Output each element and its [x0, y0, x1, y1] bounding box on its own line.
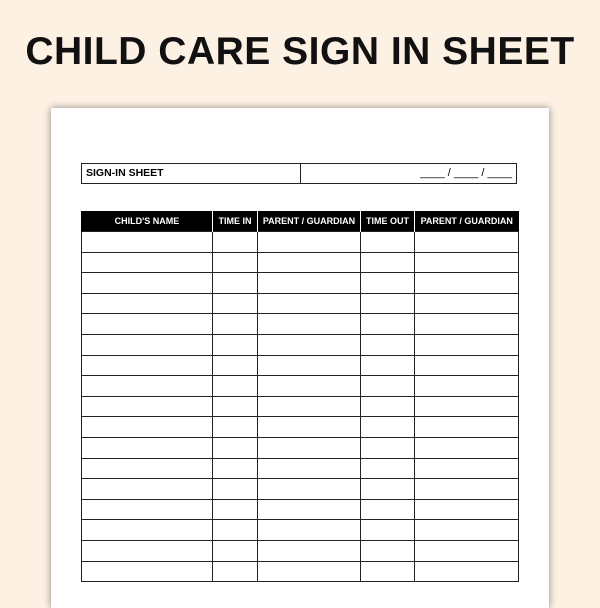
table-cell[interactable] — [258, 232, 361, 253]
table-cell[interactable] — [82, 334, 213, 355]
table-cell[interactable] — [82, 520, 213, 541]
table-cell[interactable] — [213, 334, 258, 355]
table-cell[interactable] — [258, 334, 361, 355]
table-row — [82, 540, 519, 561]
table-cell[interactable] — [213, 417, 258, 438]
table-cell[interactable] — [258, 396, 361, 417]
table-cell[interactable] — [415, 232, 519, 253]
column-header-time-in: TIME IN — [213, 211, 258, 232]
table-cell[interactable] — [82, 273, 213, 294]
table-cell[interactable] — [213, 561, 258, 582]
table-row — [82, 458, 519, 479]
table-row — [82, 273, 519, 294]
date-field[interactable]: ____ / ____ / ____ — [420, 167, 512, 179]
table-row — [82, 376, 519, 397]
table-cell[interactable] — [415, 561, 519, 582]
table-cell[interactable] — [361, 314, 415, 335]
table-cell[interactable] — [361, 437, 415, 458]
table-cell[interactable] — [82, 293, 213, 314]
table-cell[interactable] — [258, 561, 361, 582]
table-cell[interactable] — [415, 458, 519, 479]
table-cell[interactable] — [258, 540, 361, 561]
table-body — [82, 232, 519, 582]
table-cell[interactable] — [258, 252, 361, 273]
table-row — [82, 437, 519, 458]
table-cell[interactable] — [213, 252, 258, 273]
table-cell[interactable] — [258, 520, 361, 541]
table-cell[interactable] — [258, 479, 361, 500]
table-cell[interactable] — [258, 417, 361, 438]
table-cell[interactable] — [361, 479, 415, 500]
table-cell[interactable] — [82, 458, 213, 479]
table-cell[interactable] — [415, 314, 519, 335]
table-cell[interactable] — [258, 314, 361, 335]
table-cell[interactable] — [415, 355, 519, 376]
table-cell[interactable] — [361, 232, 415, 253]
table-cell[interactable] — [415, 437, 519, 458]
table-cell[interactable] — [361, 458, 415, 479]
table-row — [82, 232, 519, 253]
sign-in-table — [81, 211, 519, 582]
table-row — [82, 334, 519, 355]
table-cell[interactable] — [82, 376, 213, 397]
table-cell[interactable] — [213, 437, 258, 458]
table-cell[interactable] — [361, 273, 415, 294]
table-cell[interactable] — [213, 232, 258, 253]
table-row — [82, 355, 519, 376]
table-cell[interactable] — [213, 355, 258, 376]
table-cell[interactable] — [213, 479, 258, 500]
table-cell[interactable] — [82, 540, 213, 561]
table-row — [82, 499, 519, 520]
table-cell[interactable] — [213, 499, 258, 520]
column-header-parent-guardian-out: PARENT / GUARDIAN — [415, 211, 519, 232]
table-cell[interactable] — [415, 293, 519, 314]
table-cell[interactable] — [213, 396, 258, 417]
table-cell[interactable] — [361, 540, 415, 561]
table-cell[interactable] — [361, 293, 415, 314]
table-cell[interactable] — [415, 396, 519, 417]
table-cell[interactable] — [415, 376, 519, 397]
table-cell[interactable] — [213, 273, 258, 294]
table-cell[interactable] — [82, 396, 213, 417]
table-cell[interactable] — [258, 499, 361, 520]
table-cell[interactable] — [415, 252, 519, 273]
table-cell[interactable] — [415, 499, 519, 520]
column-header-parent-guardian-in: PARENT / GUARDIAN — [258, 211, 361, 232]
table-cell[interactable] — [361, 417, 415, 438]
table-cell[interactable] — [415, 273, 519, 294]
table-cell[interactable] — [361, 561, 415, 582]
table-cell[interactable] — [361, 355, 415, 376]
table-cell[interactable] — [82, 232, 213, 253]
table-cell[interactable] — [415, 334, 519, 355]
table-cell[interactable] — [361, 376, 415, 397]
table-cell[interactable] — [82, 479, 213, 500]
table-cell[interactable] — [258, 355, 361, 376]
table-row — [82, 396, 519, 417]
table-row — [82, 252, 519, 273]
sheet-heading: SIGN-IN SHEET — [82, 164, 301, 183]
table-row — [82, 479, 519, 500]
table-cell[interactable] — [361, 334, 415, 355]
table-row — [82, 520, 519, 541]
table-cell[interactable] — [82, 561, 213, 582]
table-cell[interactable] — [415, 417, 519, 438]
table-cell[interactable] — [213, 540, 258, 561]
table-cell[interactable] — [213, 520, 258, 541]
table-row — [82, 561, 519, 582]
table-row — [82, 293, 519, 314]
table-cell[interactable] — [213, 314, 258, 335]
table-cell[interactable] — [361, 252, 415, 273]
column-header-time-out: TIME OUT — [361, 211, 415, 232]
table-cell[interactable] — [258, 437, 361, 458]
page-title: CHILD CARE SIGN IN SHEET — [25, 30, 575, 73]
table-cell[interactable] — [213, 458, 258, 479]
table-cell[interactable] — [258, 458, 361, 479]
table-cell[interactable] — [82, 437, 213, 458]
sign-in-sheet-page — [51, 108, 549, 608]
table-cell[interactable] — [82, 355, 213, 376]
table-header-row — [82, 211, 519, 232]
table-cell[interactable] — [213, 293, 258, 314]
column-header-childs-name: CHILD'S NAME — [82, 211, 213, 232]
table-cell[interactable] — [213, 376, 258, 397]
table-cell[interactable] — [415, 479, 519, 500]
table-cell[interactable] — [82, 314, 213, 335]
table-row — [82, 314, 519, 335]
table-cell[interactable] — [82, 499, 213, 520]
table-cell[interactable] — [258, 273, 361, 294]
sheet-header — [81, 163, 517, 184]
table-cell[interactable] — [258, 293, 361, 314]
table-cell[interactable] — [258, 376, 361, 397]
table-cell[interactable] — [82, 252, 213, 273]
table-cell[interactable] — [415, 540, 519, 561]
table-cell[interactable] — [415, 520, 519, 541]
table-cell[interactable] — [361, 520, 415, 541]
table-cell[interactable] — [361, 396, 415, 417]
table-cell[interactable] — [361, 499, 415, 520]
table-cell[interactable] — [82, 417, 213, 438]
table-row — [82, 417, 519, 438]
